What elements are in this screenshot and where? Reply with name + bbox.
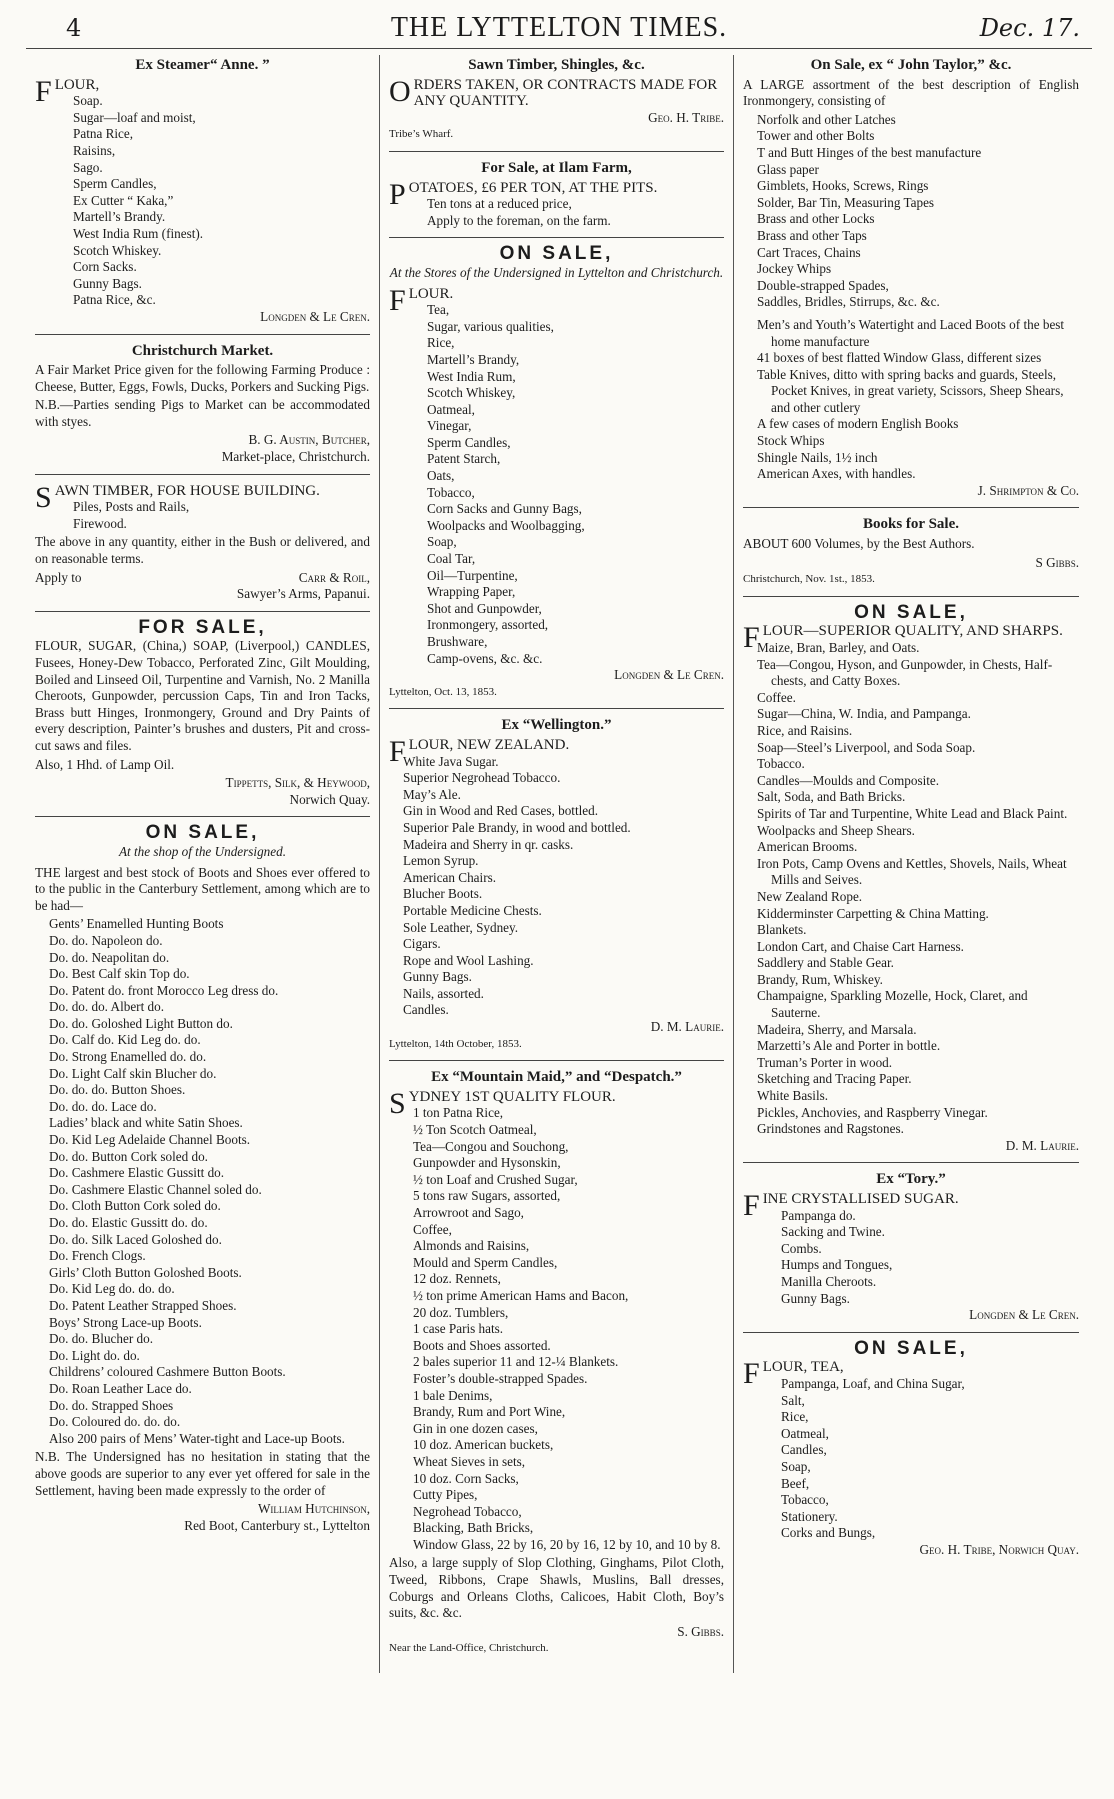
- list-item: Superior Negrohead Tobacco.: [403, 770, 561, 786]
- ad-tribe-timber: [389, 57, 724, 152]
- list-item: Do. do. Blucher do.: [49, 1331, 154, 1347]
- list-item: Jockey Whips: [757, 261, 832, 277]
- ad-address: Red Boot, Canterbury st., Lyttelton: [184, 1517, 370, 1533]
- item-list: [389, 754, 724, 1020]
- item-list: [743, 1376, 1079, 1542]
- list-item: Martell’s Brandy.: [73, 209, 166, 225]
- list-item: Champaigne, Sparkling Mozelle, Hock, Claret, and Sauterne.: [757, 988, 1028, 1021]
- ad-heading: ON SALE,: [854, 1337, 968, 1359]
- list-item: Do. Patent Leather Strapped Shoes.: [49, 1297, 237, 1313]
- list-item: 12 doz. Rennets,: [413, 1271, 501, 1287]
- list-item: ½ ton prime American Hams and Bacon,: [413, 1287, 629, 1303]
- ad-heading: Christchurch Market.: [131, 342, 274, 359]
- list-item: Sperm Candles,: [73, 176, 157, 192]
- list-item: Vinegar,: [427, 418, 472, 434]
- item-list: [35, 499, 370, 532]
- column-1: [26, 55, 380, 1673]
- ad-wellington: [389, 717, 724, 1061]
- ad-heading: Ex “Tory.”: [876, 1171, 946, 1188]
- list-item: Gimblets, Hooks, Screws, Rings: [757, 178, 929, 194]
- list-item: 20 doz. Tumblers,: [413, 1304, 509, 1320]
- list-item: Do. Cashmere Elastic Gussitt do.: [49, 1165, 225, 1181]
- list-item: Do. do. Elastic Gussitt do. do.: [49, 1215, 208, 1230]
- ad-tippetts: [35, 616, 370, 818]
- list-item: Woolpacks and Sheep Shears.: [757, 822, 915, 838]
- list-item: Window Glass, 22 by 16, 20 by 16, 12 by 10, and 10 by 8.: [413, 1536, 721, 1552]
- list-item: Patent Starch,: [427, 451, 501, 467]
- list-item: American Chairs.: [403, 869, 497, 885]
- list-item: Piles, Posts and Rails,: [73, 499, 190, 515]
- list-item: Candles.: [403, 1002, 449, 1018]
- list-item: Do. French Clogs.: [49, 1248, 146, 1264]
- ad-body: A Fair Market Price given for the following Farming Produce : Cheese, Butter, Eggs, Fowls, Ducks, Porkers and Sucking Pigs.: [35, 362, 370, 394]
- ad-footer: Near the Land-Office, Christchurch.: [389, 1642, 549, 1655]
- list-item: Solder, Bar Tin, Measuring Tapes: [757, 194, 935, 210]
- ad-body: FLOUR, SUGAR, (China,) SOAP, (Liverpool,) CANDLES, Fusees, Honey-Dew Tobacco, Perforated Zinc, Gilt Moulding, Boiled and Linseed Oil, Turpentine and Varnish, No. 2 Manilla Cheroots, Gunpowder, percussion Caps, Tin and Iron Tacks, Brass butt Hinges, Ironmongery, Ground and Dry Paints of every description, Painter’s brushes and dusters, Pit and cross-cut saws and files.: [35, 638, 370, 753]
- ad-lead: FLOUR, TEA,: [743, 1357, 844, 1391]
- list-item: Gin in Wood and Red Cases, bottled.: [403, 803, 599, 819]
- list-item: Do. do. Button Cork soled do.: [49, 1148, 208, 1164]
- list-item: Pampanga do.: [781, 1207, 856, 1223]
- list-item: T and Butt Hinges of the best manufacture: [757, 144, 982, 160]
- list-item: Tower and other Bolts: [757, 128, 875, 144]
- list-item: Combs.: [781, 1240, 822, 1256]
- list-item: Cutty Pipes,: [413, 1487, 478, 1503]
- list-item: Wheat Sieves in sets,: [413, 1453, 526, 1469]
- list-item: Scotch Whiskey.: [73, 242, 162, 258]
- list-item: Spirits of Tar and Turpentine, White Lead and Black Paint.: [757, 805, 1068, 821]
- list-item: Soap.: [73, 93, 103, 109]
- ad-signature: D. M. Laurie.: [1005, 1137, 1079, 1153]
- item-list: [389, 196, 724, 229]
- ad-signature: B. G. Austin, Butcher,: [248, 432, 370, 448]
- list-item: Also 200 pairs of Mens’ Water-tight and Lace-up Boots.: [49, 1430, 345, 1446]
- list-item: Candles—Moulds and Composite.: [757, 772, 940, 788]
- ad-lead: FLOUR, NEW ZEALAND.: [389, 734, 570, 768]
- item-list: [743, 112, 1079, 311]
- list-item: Portable Medicine Chests.: [403, 902, 542, 918]
- list-item: Oil—Turpentine,: [427, 567, 518, 583]
- list-item: Do. Light do. do.: [49, 1347, 140, 1363]
- list-item: Raisins,: [73, 142, 116, 158]
- list-item: Tobacco,: [427, 484, 475, 500]
- ad-lead: SYDNEY 1ST QUALITY FLOUR.: [389, 1086, 616, 1120]
- list-item: Do. do. Neapolitan do.: [49, 949, 170, 965]
- ad-signature: S Gibbs.: [1035, 554, 1079, 570]
- ad-footer: Christchurch, Nov. 1st., 1853.: [743, 573, 875, 586]
- list-item: Brass and other Locks: [757, 211, 875, 227]
- list-item: Do. do. do. Lace do.: [49, 1098, 157, 1114]
- list-item: Ten tons at a reduced price,: [427, 196, 572, 212]
- ad-lead: ORDERS TAKEN, OR CONTRACTS MADE FOR ANY QUANTITY.: [389, 74, 718, 110]
- ad-lead: FLOUR.: [389, 283, 454, 317]
- list-item: 10 doz. American buckets,: [413, 1437, 554, 1453]
- list-item: Arrowroot and Sago,: [413, 1205, 524, 1220]
- list-item: Blacking, Bath Bricks,: [413, 1520, 534, 1536]
- item-list: [35, 93, 370, 309]
- list-item: Maize, Bran, Barley, and Oats.: [757, 640, 920, 655]
- list-item: Marzetti’s Ale and Porter in bottle.: [757, 1038, 941, 1054]
- list-item: Corks and Bungs,: [781, 1525, 876, 1541]
- list-item: Ironmongery, assorted,: [427, 617, 549, 633]
- ad-christchurch-market: [35, 343, 370, 475]
- list-item: 1 ton Patna Rice,: [413, 1105, 504, 1121]
- list-item: Shingle Nails, 1½ inch: [757, 449, 878, 465]
- list-item: Men’s and Youth’s Watertight and Laced Boots of the best home manufacture: [757, 316, 1065, 349]
- list-item: Cigars.: [403, 936, 441, 952]
- list-item: 1 case Paris hats.: [413, 1321, 504, 1337]
- list-item: Do. Kid Leg do. do. do.: [49, 1281, 175, 1297]
- list-item: Superior Pale Brandy, in wood and bottled.: [403, 819, 631, 835]
- list-item: Stationery.: [781, 1508, 838, 1524]
- list-item: Negrohead Tobacco,: [413, 1503, 522, 1519]
- ad-address: Sawyer’s Arms, Papanui.: [236, 586, 370, 602]
- ad-heading: Ex “Wellington.”: [501, 717, 612, 734]
- ad-address: Market-place, Christchurch.: [221, 449, 370, 465]
- ad-ilam-farm: [389, 160, 724, 238]
- list-item: Do. do. Silk Laced Goloshed do.: [49, 1231, 222, 1247]
- list-item: Stock Whips: [757, 433, 825, 449]
- ad-body: ABOUT 600 Volumes, by the Best Authors.: [743, 536, 975, 552]
- ad-signature: J. Shrimpton & Co.: [977, 482, 1079, 498]
- list-item: Double-strapped Spades,: [757, 277, 889, 293]
- list-item: May’s Ale.: [403, 786, 461, 802]
- list-item: Gunny Bags.: [73, 275, 142, 291]
- ad-signature: Geo. H. Tribe, Norwich Quay.: [919, 1541, 1079, 1557]
- list-item: Blankets.: [757, 922, 807, 938]
- list-item: Salt, Soda, and Bath Bricks.: [757, 789, 906, 805]
- list-item: Sugar, various qualities,: [427, 318, 554, 334]
- list-item: Madeira and Sherry in qr. casks.: [403, 836, 574, 852]
- column-3: [734, 55, 1088, 1673]
- list-item: Truman’s Porter in wood.: [757, 1054, 893, 1070]
- list-item: Boys’ Strong Lace-up Boots.: [49, 1314, 202, 1330]
- list-item: Woolpacks and Woolbagging,: [427, 517, 585, 533]
- list-item: Nails, assorted.: [403, 985, 484, 1001]
- list-item: Table Knives, ditto with spring backs and guards, Steels, Pocket Knives, in great variety, Scissors, Sheep Shears, and other cutlery: [757, 366, 1064, 415]
- list-item: 41 boxes of best flatted Window Glass, different sizes: [757, 350, 1042, 366]
- list-item: Blucher Boots.: [403, 886, 483, 902]
- list-item: Patna Rice, &c.: [73, 292, 156, 308]
- list-item: Coffee.: [757, 689, 796, 705]
- list-item: Do. Roan Leather Lace do.: [49, 1380, 192, 1396]
- ad-footer: Lyttelton, Oct. 13, 1853.: [389, 685, 497, 698]
- ad-heading: Ex Steamer“ Anne. ”: [135, 57, 270, 73]
- ad-signature: Tippetts, Silk, & Heywood,: [225, 775, 370, 791]
- list-item: Sperm Candles,: [427, 434, 511, 450]
- list-item: West India Rum (finest).: [73, 225, 204, 241]
- list-item: Sugar—loaf and moist,: [73, 109, 196, 125]
- ad-heading: Ex “Mountain Maid,” and “Despatch.”: [431, 1069, 682, 1086]
- ad-lead: FINE CRYSTALLISED SUGAR.: [743, 1189, 959, 1222]
- list-item: White Basils.: [757, 1088, 829, 1104]
- item-list: [743, 640, 1079, 1138]
- list-item: Do. Light Calf skin Blucher do.: [49, 1065, 217, 1081]
- list-item: Camp-ovens, &c. &c.: [427, 650, 543, 666]
- list-item: Ladies’ black and white Satin Shoes.: [49, 1115, 243, 1131]
- list-item: Rope and Wool Lashing.: [403, 952, 534, 968]
- list-item: Saddlery and Stable Gear.: [757, 955, 894, 971]
- list-item: Oatmeal,: [427, 401, 475, 417]
- page-number: 4: [66, 14, 82, 42]
- ad-lead: SAWN TIMBER, FOR HOUSE BUILDING.: [35, 480, 320, 514]
- list-item: Shot and Gunpowder,: [427, 600, 542, 616]
- ad-heading: Books for Sale.: [863, 516, 959, 533]
- list-item: Brass and other Taps: [757, 227, 867, 243]
- list-item: Childrens’ coloured Cashmere Button Boots.: [49, 1364, 286, 1380]
- ad-subheading: At the shop of the Undersigned.: [118, 843, 287, 859]
- ad-sawn-timber-roil: [35, 480, 370, 612]
- list-item: White Java Sugar.: [403, 753, 499, 769]
- page-title: THE LYTTELTON TIMES.: [390, 12, 728, 43]
- list-item: Tobacco,: [781, 1492, 829, 1508]
- list-item: Sacking and Twine.: [781, 1224, 885, 1240]
- list-item: Corn Sacks and Gunny Bags,: [427, 501, 582, 517]
- ad-heading: FOR SALE,: [138, 616, 267, 638]
- ad-signature: D. M. Laurie.: [650, 1019, 724, 1035]
- ad-signature: Longden & Le Cren.: [614, 667, 724, 683]
- list-item: Gents’ Enamelled Hunting Boots: [49, 916, 224, 932]
- list-item: Mould and Sperm Candles,: [413, 1254, 558, 1270]
- list-item: Grindstones and Ragstones.: [757, 1121, 904, 1137]
- list-item: Brushware,: [427, 634, 488, 649]
- list-item: Firewood.: [73, 515, 127, 531]
- list-item: Foster’s double-strapped Spades.: [413, 1370, 588, 1386]
- list-item: ½ ton Loaf and Crushed Sugar,: [413, 1171, 578, 1187]
- ad-heading: For Sale, at Ilam Farm,: [481, 159, 632, 176]
- list-item: Do. do. Goloshed Light Button do.: [49, 1015, 233, 1031]
- ad-body: The above in any quantity, either in the Bush or delivered, and on reasonable terms.: [35, 534, 370, 567]
- list-item: Coffee,: [413, 1221, 452, 1237]
- ad-footer: Lyttelton, 14th October, 1853.: [389, 1037, 522, 1050]
- ad-also: Also, a large supply of Slop Clothing, Ginghams, Pilot Cloth, Tweed, Ribbons, Crape Shawls, Muslins, Ball dresses, Coburgs and Orleans Cloths, Calicoes, Habit Cloth, Boy’s suits, &c. &c.: [389, 1555, 724, 1621]
- list-item: 5 tons raw Sugars, assorted,: [413, 1188, 561, 1204]
- list-item: Scotch Whiskey,: [427, 385, 516, 401]
- ad-mountain-maid: [389, 1069, 724, 1665]
- list-item: Rice,: [781, 1409, 809, 1425]
- ad-heading: Sawn Timber, Shingles, &c.: [468, 57, 645, 73]
- list-item: Gunpowder and Hysonskin,: [413, 1155, 561, 1171]
- ad-subheading: At the Stores of the Undersigned in Lyttelton and Christchurch.: [389, 264, 724, 280]
- list-item: West India Rum,: [427, 368, 516, 384]
- apply-label: Apply to: [35, 569, 82, 585]
- ad-footer: Tribe’s Wharf.: [389, 128, 454, 141]
- list-item: Do. Best Calf skin Top do.: [49, 966, 190, 982]
- list-item: Pickles, Anchovies, and Raspberry Vinegar.: [757, 1104, 988, 1120]
- list-item: Gunny Bags.: [781, 1290, 850, 1306]
- list-item: Brandy, Rum, Whiskey.: [757, 971, 883, 987]
- list-item: Wrapping Paper,: [427, 584, 516, 600]
- list-item: A few cases of modern English Books: [757, 416, 959, 432]
- ad-laurie-sale: [743, 601, 1079, 1164]
- list-item: Sugar—China, W. India, and Pampanga.: [757, 706, 971, 722]
- list-item: Humps and Tongues,: [781, 1257, 893, 1273]
- list-item: Patna Rice,: [73, 126, 134, 142]
- list-item: Do. do. do. Button Shoes.: [49, 1082, 186, 1098]
- list-item: Soap,: [427, 534, 457, 550]
- list-item: Do. Strong Enamelled do. do.: [49, 1049, 207, 1065]
- ad-tribe-sale: [743, 1337, 1079, 1567]
- page-date: Dec. 17.: [979, 14, 1080, 42]
- list-item: Oats,: [427, 468, 455, 484]
- ad-signature: Carr & Roil,: [298, 569, 370, 585]
- ad-lead: POTATOES, £6 PER TON, AT THE PITS.: [389, 177, 658, 211]
- list-item: Do. Kid Leg Adelaide Channel Boots.: [49, 1132, 251, 1148]
- list-item: Do. Patent do. front Morocco Leg dress do.: [49, 982, 279, 998]
- list-item: ½ Ton Scotch Oatmeal,: [413, 1122, 537, 1138]
- list-item: Do. do. Napoleon do.: [49, 932, 163, 948]
- item-list-2: [743, 317, 1079, 483]
- list-item: Soap—Steel’s Liverpool, and Soda Soap.: [757, 739, 976, 755]
- ad-john-taylor: [743, 57, 1079, 508]
- ad-heading: ON SALE,: [145, 822, 260, 844]
- ad-signature: Longden & Le Cren.: [969, 1307, 1079, 1323]
- ad-heading: ON SALE,: [499, 243, 614, 265]
- list-item: Girls’ Cloth Button Goloshed Boots.: [49, 1264, 242, 1280]
- list-item: Salt,: [781, 1392, 805, 1408]
- list-item: Do. Cloth Button Cork soled do.: [49, 1198, 221, 1214]
- list-item: Oatmeal,: [781, 1425, 829, 1441]
- ad-anne: [35, 57, 370, 335]
- list-item: Glass paper: [757, 161, 819, 177]
- list-item: Do. Coloured do. do. do.: [49, 1414, 181, 1430]
- list-item: Sketching and Tracing Paper.: [757, 1071, 912, 1087]
- item-list: [35, 916, 370, 1447]
- apply-row: [35, 570, 370, 587]
- list-item: Tea—Congou and Souchong,: [413, 1138, 569, 1154]
- list-item: Do. Cashmere Elastic Channel soled do.: [49, 1181, 262, 1197]
- ad-boots: [35, 822, 370, 1542]
- ad-heading: On Sale, ex “ John Taylor,” &c.: [810, 57, 1012, 73]
- list-item: Do. do. do. Albert do.: [49, 999, 165, 1015]
- ad-lead: FLOUR—SUPERIOR QUALITY, AND SHARPS.: [743, 621, 1063, 655]
- list-item: Tea—Congou, Hyson, and Gunpowder, in Chests, Half-chests, and Catty Boxes.: [757, 656, 1053, 689]
- list-item: 1 bale Denims,: [413, 1387, 493, 1403]
- masthead: [26, 8, 1092, 49]
- list-item: Beef,: [781, 1475, 810, 1491]
- ad-lead: FLOUR,: [35, 74, 100, 108]
- list-item: Apply to the foreman, on the farm.: [427, 212, 611, 228]
- list-item: Almonds and Raisins,: [413, 1238, 530, 1254]
- item-list: [389, 1105, 724, 1553]
- list-item: Brandy, Rum and Port Wine,: [413, 1404, 566, 1420]
- list-item: London Cart, and Chaise Cart Harness.: [757, 938, 964, 954]
- list-item: 10 doz. Corn Sacks,: [413, 1470, 519, 1486]
- list-item: Soap,: [781, 1458, 811, 1474]
- list-item: Rice, and Raisins.: [757, 722, 853, 738]
- list-item: Norfolk and other Latches: [757, 111, 896, 127]
- list-item: Madeira, Sherry, and Marsala.: [757, 1021, 917, 1037]
- ad-body: THE largest and best stock of Boots and Shoes ever offered to to the public in the Canterbury Settlement, among which are to be had—: [35, 864, 370, 913]
- ad-signature: William Hutchinson,: [257, 1501, 370, 1517]
- list-item: Saddles, Bridles, Stirrups, &c. &c.: [757, 294, 940, 310]
- column-2: [380, 55, 734, 1673]
- ad-address: Norwich Quay.: [289, 791, 370, 807]
- ad-note: N.B.—Parties sending Pigs to Market can be accommodated with styes.: [35, 397, 370, 429]
- list-item: Iron Pots, Camp Ovens and Kettles, Shovels, Nails, Wheat Mills and Seives.: [757, 855, 1067, 888]
- list-item: Candles,: [781, 1442, 827, 1458]
- list-item: Kidderminster Carpetting & China Matting.: [757, 905, 989, 921]
- list-item: Do. do. Strapped Shoes: [49, 1397, 174, 1413]
- list-item: Boots and Shoes assorted.: [413, 1337, 551, 1353]
- ad-also: Also, 1 Hhd. of Lamp Oil.: [35, 756, 175, 772]
- ad-tory: [743, 1171, 1079, 1332]
- list-item: Lemon Syrup.: [403, 853, 479, 869]
- ad-heading: ON SALE,: [854, 601, 968, 623]
- list-item: Sago.: [73, 159, 103, 175]
- list-item: Cart Traces, Chains: [757, 244, 861, 260]
- item-list: [389, 302, 724, 667]
- list-item: Gin in one dozen cases,: [413, 1420, 538, 1436]
- ad-signature: S. Gibbs.: [677, 1623, 724, 1639]
- list-item: Ex Cutter “ Kaka,”: [73, 192, 174, 208]
- ad-signature: Geo. H. Tribe.: [648, 109, 724, 125]
- item-list: [743, 1208, 1079, 1308]
- list-item: Tobacco.: [757, 756, 805, 772]
- ad-books: [743, 516, 1079, 596]
- list-item: Pampanga, Loaf, and China Sugar,: [781, 1375, 965, 1391]
- ad-body: A LARGE assortment of the best description of English Ironmongery, consisting of: [743, 76, 1079, 109]
- list-item: Tea,: [427, 302, 450, 318]
- ad-signature: Longden & Le Cren.: [260, 308, 370, 324]
- list-item: Martell’s Brandy,: [427, 351, 520, 367]
- ad-stores: [389, 243, 724, 709]
- list-item: Gunny Bags.: [403, 969, 472, 985]
- list-item: Sole Leather, Sydney.: [403, 919, 519, 935]
- list-item: Coal Tar,: [427, 551, 476, 567]
- list-item: Rice,: [427, 335, 455, 351]
- list-item: Manilla Cheroots.: [781, 1273, 877, 1289]
- list-item: American Brooms.: [757, 839, 858, 855]
- ad-note: N.B. The Undersigned has no hesitation in stating that the above goods are superior to any ever yet offered for sale in the Settlement, having been made expressly to the order of: [35, 1449, 370, 1498]
- list-item: New Zealand Rope.: [757, 888, 863, 904]
- list-item: 2 bales superior 11 and 12-¼ Blankets.: [413, 1354, 619, 1370]
- list-item: Do. Calf do. Kid Leg do. do.: [49, 1032, 201, 1048]
- list-item: American Axes, with handles.: [757, 466, 916, 482]
- columns: [26, 55, 1092, 1673]
- list-item: Corn Sacks.: [73, 259, 137, 275]
